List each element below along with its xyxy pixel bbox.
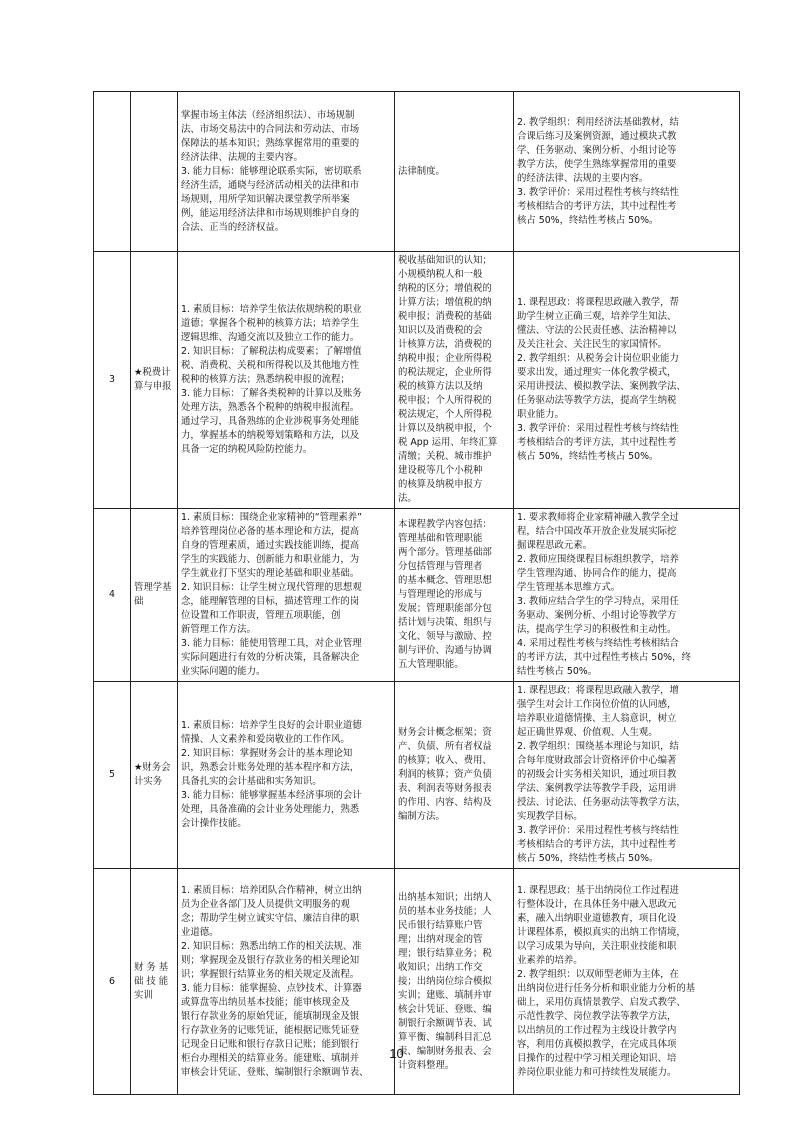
- row-number-cell: 6: [94, 869, 131, 1095]
- cell-line: 核占 50%，终结性考核占 50%。: [517, 214, 659, 226]
- cell-line: 编制方法。: [398, 811, 445, 822]
- course-content-cell: [395, 682, 514, 869]
- cell-line: 结性考核占 50%。: [517, 666, 598, 677]
- cell-line: 银行存款业务的原始凭证，能填制现金及银: [181, 1010, 360, 1022]
- course-content-cell: [395, 252, 514, 509]
- cell-line: 3. 能力目标：能够理论联系实际，密切联系: [181, 165, 362, 177]
- cell-line: 税收基础知识的认知；: [398, 255, 492, 266]
- cell-line: 税、消费税、关税和所得税以及其他地方性: [181, 360, 360, 371]
- cell-line: 1. 素质目标：培养学生依法依规纳税的职业: [181, 304, 362, 315]
- cell-line: 3. 教学评价：采用过程性考核与终结性: [517, 186, 679, 198]
- table-row: [94, 682, 740, 869]
- cell-line: 1. 素质目标：围绕企业家精神的“管理素养”: [181, 512, 363, 523]
- cell-line: 任务驱动法等教学方法，提高学生纳税: [517, 395, 677, 406]
- cell-line: 3. 能力目标：能够掌握基本经济事项的会计: [181, 790, 362, 801]
- cell-line: 两个部分。管理基础部: [398, 547, 492, 558]
- cell-line: 财务会计概念框架；资: [398, 727, 492, 738]
- cell-line: 税种的核算方法；熟悉纳税申报的流程；: [181, 374, 350, 385]
- cell-line: 3. 能力目标：了解各类税种的计算以及账务: [181, 388, 362, 399]
- cell-line: 3. 教学评价：采用过程性考核与终结性: [517, 825, 679, 836]
- cell-line: 分包括管理与管理者: [398, 561, 483, 572]
- cell-line: 算与申报: [134, 381, 172, 392]
- cell-line: 计算方法；增值税的纳: [398, 297, 492, 308]
- cell-line: 识；掌握银行结算业务的相关规定及流程。: [181, 968, 360, 980]
- row-number-cell: 4: [94, 509, 131, 682]
- cell-line: 采用讲授法、模拟教学法、案例教学法、: [517, 381, 686, 392]
- table-row: [94, 92, 740, 252]
- course-name-cell: [131, 92, 178, 252]
- cell-line: 具备一定的纳税风险防控能力。: [181, 444, 313, 455]
- cell-line: 制银行余额调节表、试: [398, 1017, 492, 1029]
- cell-line: 的核算；收入、费用、: [398, 755, 492, 766]
- teaching-requirements-cell: [514, 682, 740, 869]
- cell-line: 业道德。: [181, 926, 219, 938]
- cell-line: 程，结合中国改革开放企业发展实际挖: [517, 526, 677, 537]
- cell-line: 产、负债、所有者权益: [398, 741, 492, 752]
- cell-line: 念；帮助学生树立诚实守信、廉洁自律的职: [181, 912, 360, 924]
- cell-line: 财 务 基: [134, 961, 169, 973]
- cell-line: 的经济法律、法规的主要内容。: [517, 172, 649, 184]
- cell-line: 务驱动、案例分析、小组讨论等教学方: [517, 610, 677, 621]
- cell-line: 学生管理沟通、协同合作的能力，提高: [517, 568, 677, 579]
- cell-line: 柜台办理相关的结算业务。能建账、填制并: [181, 1052, 360, 1064]
- course-content-cell: [395, 92, 514, 252]
- cell-line: 税的核算方法以及纳: [398, 381, 483, 392]
- course-name-cell: [131, 509, 178, 682]
- cell-line: 目操作的过程中学习相关理论知识、培: [517, 1052, 677, 1064]
- cell-line: 念，能理解管理的目标，描述管理工作的岗: [181, 596, 360, 607]
- cell-line: 例，能运用经济法律和市场规则维护自身的: [181, 207, 360, 219]
- cell-line: 力，掌握基本的纳税筹划策略和方法，以及: [181, 430, 360, 441]
- cell-line: 的税法规定，企业所得: [398, 367, 492, 378]
- cell-line: 处理方法，熟悉各个税种的纳税申报流程。: [181, 402, 360, 413]
- cell-line: 的核算及纳税申报方: [398, 479, 483, 490]
- row-number-cell: [94, 92, 131, 252]
- cell-line: 业素养的培养。: [517, 954, 583, 966]
- cell-line: 理；出纳对现金的管: [398, 933, 483, 945]
- cell-line: 具备扎实的会计基础和实务知识。: [181, 776, 322, 787]
- cell-line: 表、编制财务报表、会: [398, 1045, 492, 1057]
- cell-line: 合课后练习及案例资源，通过模块式教: [517, 130, 677, 142]
- cell-line: 经济生活，通晓与经济活动相关的法律和市: [181, 179, 360, 191]
- cell-line: 位设置和工作职责，管理五项职能，创: [181, 610, 341, 621]
- teaching-requirements-cell: [514, 92, 740, 252]
- cell-line: 掘课程思政元素。: [517, 540, 593, 551]
- cell-line: 法、市场交易法中的合同法和劳动法、市场: [181, 123, 360, 135]
- cell-line: 员的基本业务技能；人: [398, 905, 492, 917]
- cell-line: 本课程教学内容包括：: [398, 519, 492, 530]
- cell-line: 2. 教学组织：以双师型老师为主体，在: [517, 968, 679, 980]
- cell-line: 及关注社会、关注民生的家国情怀。: [517, 339, 668, 350]
- course-goals-cell: [178, 682, 395, 869]
- cell-line: 的考评方法，其中过程性考核占 50%，终: [517, 652, 691, 663]
- cell-line: 3. 能力目标：能使用管理工具，对企业管理: [181, 638, 362, 649]
- cell-line: 容，利用仿真模拟教学，在完成具体项: [517, 1038, 677, 1050]
- cell-line: 五大管理职能。: [398, 659, 464, 670]
- cell-line: 素，融入出纳职业道德教育，项目化设: [517, 912, 677, 924]
- cell-line: 保障法的基本知识；熟练掌握常用的重要的: [181, 137, 360, 149]
- cell-line: 学、任务驱动、案例分析、小组讨论等: [517, 144, 677, 156]
- cell-line: 实训: [134, 989, 153, 1001]
- cell-line: 实现教学目标。: [517, 811, 583, 822]
- cell-line: 学生就业打下坚实的理论基础和职业基础。: [181, 568, 360, 579]
- course-name-cell: [131, 682, 178, 869]
- cell-line: ★财务会: [134, 762, 171, 773]
- cell-line: 场规则，用所学知识解决课堂教学所举案: [181, 193, 350, 205]
- cell-line: 1. 要求教师将企业家精神融入教学全过: [517, 512, 679, 523]
- cell-line: 的初级会计实务相关知识，通过项目教: [517, 769, 677, 780]
- cell-line: 纳税申报；企业所得税: [398, 353, 492, 364]
- cell-line: 助学生树立正确三观，培养学生知法、: [517, 311, 677, 322]
- cell-line: 建设税等几个小税种: [398, 465, 483, 476]
- cell-line: 计核算方法，消费税的: [398, 339, 492, 350]
- teaching-requirements-cell: [514, 252, 740, 509]
- cell-line: 识，熟悉会计账务处理的基本程序和方法，: [181, 762, 360, 773]
- cell-line: 计实务: [134, 776, 163, 787]
- page-number: 10: [389, 1046, 404, 1061]
- cell-line: ★税费计: [134, 367, 171, 378]
- course-table-body: [94, 92, 740, 1095]
- cell-line: 利润的核算；资产负债: [398, 769, 492, 780]
- cell-line: 计算以及纳税申报，个: [398, 423, 492, 434]
- cell-line: 民币银行结算账户管: [398, 919, 483, 931]
- cell-line: 逻辑思维、沟通交流以及独立工作的能力。: [181, 332, 360, 343]
- cell-line: 与管理理论的形成与: [398, 589, 483, 600]
- cell-line: 实际问题进行有效的分析决策，具备解决企: [181, 652, 360, 663]
- cell-line: 员为企业各部门及人员提供文明服务的观: [181, 898, 350, 910]
- course-goals-cell: [178, 252, 395, 509]
- cell-line: 出纳基本知识；出纳人: [398, 891, 492, 903]
- cell-line: 以出纳员的工作过程为主线设计教学内: [517, 1024, 677, 1036]
- cell-line: 税申报；消费税的基础: [398, 311, 492, 322]
- cell-line: 表、利润表等财务报表: [398, 783, 492, 794]
- cell-line: 收知识；出纳工作交: [398, 961, 483, 973]
- cell-line: 3. 能力目标：能掌握验、点钞技术、计算器: [181, 982, 362, 994]
- cell-line: 接；出纳岗位综合模拟: [398, 975, 492, 987]
- cell-line: 础上，采用仿真情景教学、启发式教学、: [517, 996, 686, 1008]
- cell-line: 础 技 能: [134, 975, 169, 987]
- cell-line: 记现金日记账和银行存款日记账；能到银行: [181, 1038, 360, 1050]
- cell-line: 1. 课程思政：将课程思政融入教学，帮: [517, 297, 679, 308]
- cell-line: 1. 课程思政：将课程思政融入教学，增: [517, 685, 679, 696]
- cell-line: 核占 50%，终结性考核占 50%。: [517, 853, 659, 864]
- cell-line: 计课程体系，模拟真实的出纳工作情境，: [517, 926, 686, 938]
- teaching-requirements-cell: [514, 509, 740, 682]
- cell-line: 2. 知识目标：熟悉出纳工作的相关法规、准: [181, 940, 362, 952]
- cell-line: 掌握市场主体法（经济组织法）、市场规制: [181, 109, 355, 121]
- cell-line: 经济法律、法规的主要内容。: [181, 151, 303, 163]
- cell-line: 出纳岗位进行任务分析和职业能力分析的基: [517, 982, 696, 994]
- cell-line: 法。: [398, 493, 417, 504]
- cell-line: 起正确世界观、价值观、人生观。: [517, 727, 658, 738]
- cell-line: 小规模纳税人和一般: [398, 269, 483, 280]
- cell-line: 自身的管理素质，通过实践技能训练，提高: [181, 540, 360, 551]
- cell-line: 学法、案例教学法等教学手段，运用讲: [517, 783, 677, 794]
- cell-line: 2. 教学组织：利用经济法基础教材，结: [517, 116, 679, 128]
- cell-line: 新管理工作方法。: [181, 624, 257, 635]
- cell-line: 2. 教学组织：从税务会计岗位职业能力: [517, 353, 679, 364]
- cell-line: 学生管理基本思维方式。: [517, 582, 621, 593]
- cell-line: 情操、人文素养和爱岗敬业的工作作风。: [181, 734, 350, 745]
- cell-line: 养岗位职业能力和可持续性发展能力。: [517, 1066, 677, 1078]
- cell-line: 管理学基: [134, 582, 172, 593]
- cell-line: 的基本概念、管理思想: [398, 575, 492, 586]
- cell-line: 3. 教学评价：采用过程性考核与终结性: [517, 423, 679, 434]
- cell-line: 括计划与决策、组织与: [398, 617, 492, 628]
- course-table: [93, 91, 740, 1095]
- cell-line: 税法规定，个人所得税: [398, 409, 492, 420]
- row-number-cell: 5: [94, 682, 131, 869]
- cell-line: 1. 素质目标：培养团队合作精神，树立出纳: [181, 884, 362, 896]
- cell-line: 算平衡、编制科目汇总: [398, 1031, 492, 1043]
- cell-line: 则；掌握现金及银行存款业务的相关理论知: [181, 954, 360, 966]
- cell-line: 考核相结合的考评方法，其中过程性考: [517, 200, 677, 212]
- cell-line: 税申报；个人所得税的: [398, 395, 492, 406]
- cell-line: 理；银行结算业务；税: [398, 947, 492, 959]
- cell-line: 础: [134, 596, 144, 607]
- cell-line: 制与评价、沟通与协调: [398, 645, 492, 656]
- cell-line: 2. 教师应围绕课程目标组织教学，培养: [517, 554, 679, 565]
- cell-line: 实训；建账、填制并审: [398, 989, 492, 1001]
- cell-line: 懂法、守法的公民责任感、法治精神以: [517, 325, 677, 336]
- cell-line: 强学生对会计工作岗位价值的认同感，: [517, 699, 677, 710]
- cell-line: 培养管理岗位必备的基本理论和方法，提高: [181, 526, 360, 537]
- cell-line: 教学方法，使学生熟练掌握常用的重要: [517, 158, 677, 170]
- cell-line: 的作用、内容、结构及: [398, 797, 492, 808]
- cell-line: 核会计凭证、登账、编: [398, 1003, 492, 1015]
- cell-line: 学生的实践能力、创新能力和职业能力，为: [181, 554, 360, 565]
- cell-line: 发展；管理职能部分包: [398, 603, 492, 614]
- cell-line: 要求出发，通过理实一体化教学模式，: [517, 367, 677, 378]
- course-goals-cell: [178, 92, 395, 252]
- cell-line: 2. 知识目标：了解税法构成要素；了解增值: [181, 346, 362, 357]
- cell-line: 3. 教师应结合学生的学习特点，采用任: [517, 596, 679, 607]
- cell-line: 计资料整理。: [398, 1059, 455, 1071]
- cell-line: 道德；掌握各个税种的核算方法；培养学生: [181, 318, 360, 329]
- cell-line: 管理基础和管理职能: [398, 533, 483, 544]
- cell-line: 4. 采用过程性考核与终结性考核相结合: [517, 638, 679, 649]
- cell-line: 法，提高学生学习的积极性和主动性。: [517, 624, 677, 635]
- cell-line: 授法、讨论法、任务驱动法等教学方法，: [517, 797, 686, 808]
- cell-line: 审核会计凭证、登账、编制银行余额调节表、: [181, 1066, 369, 1078]
- table-row: [94, 509, 740, 682]
- cell-line: 1. 课程思政：基于出纳岗位工作过程进: [517, 884, 679, 896]
- cell-line: 考核相结合的考评方法，其中过程性考: [517, 437, 677, 448]
- cell-line: 1. 素质目标：培养学生良好的会计职业道德: [181, 720, 362, 731]
- cell-line: 职业能力。: [517, 409, 564, 420]
- cell-line: 合法、正当的经济权益。: [181, 221, 285, 233]
- cell-line: 培养职业道德情操、主人翁意识，树立: [517, 713, 677, 724]
- cell-line: 会计操作技能。: [181, 818, 247, 829]
- cell-line: 通过学习，具备熟练的企业涉税事务处理能: [181, 416, 360, 427]
- cell-line: 处理，具备准确的会计业务处理能力，熟悉: [181, 804, 360, 815]
- course-content-cell: [395, 509, 514, 682]
- cell-line: 2. 知识目标：让学生树立现代管理的思想观: [181, 582, 362, 593]
- course-goals-cell: [178, 509, 395, 682]
- table-row: [94, 252, 740, 509]
- cell-line: 文化、领导与激励、控: [398, 631, 492, 642]
- cell-line: 税 App 运用、年终汇算: [398, 437, 498, 448]
- cell-line: 2. 教学组织：围绕基本理论与知识，结: [517, 741, 679, 752]
- cell-line: 纳税的区分；增值税的: [398, 283, 492, 294]
- cell-line: 合每年度财政部会计资格评价中心编著: [517, 755, 677, 766]
- cell-line: 以学习成果为导向，关注职业技能和职: [517, 940, 677, 952]
- cell-line: 知识以及消费税的会: [398, 325, 483, 336]
- cell-line: 法律制度。: [398, 165, 445, 177]
- cell-line: 考核相结合的考评方法，其中过程性考: [517, 839, 677, 850]
- cell-line: 2. 知识目标：掌握财务会计的基本理论知: [181, 748, 353, 759]
- cell-line: 示范性教学、岗位教学法等教学方法，: [517, 1010, 677, 1022]
- cell-line: 或算盘等出纳员基本技能；能审核现金及: [181, 996, 350, 1008]
- cell-line: 行存款业务的记账凭证，能根据记账凭证登: [181, 1024, 360, 1036]
- course-name-cell: [131, 252, 178, 509]
- row-number-cell: 3: [94, 252, 131, 509]
- cell-line: 业实际问题的能力。: [181, 666, 266, 677]
- cell-line: 行整体设计，在具体任务中融入思政元: [517, 898, 677, 910]
- cell-line: 清缴；关税、城市维护: [398, 451, 492, 462]
- cell-line: 核占 50%，终结性考核占 50%。: [517, 451, 659, 462]
